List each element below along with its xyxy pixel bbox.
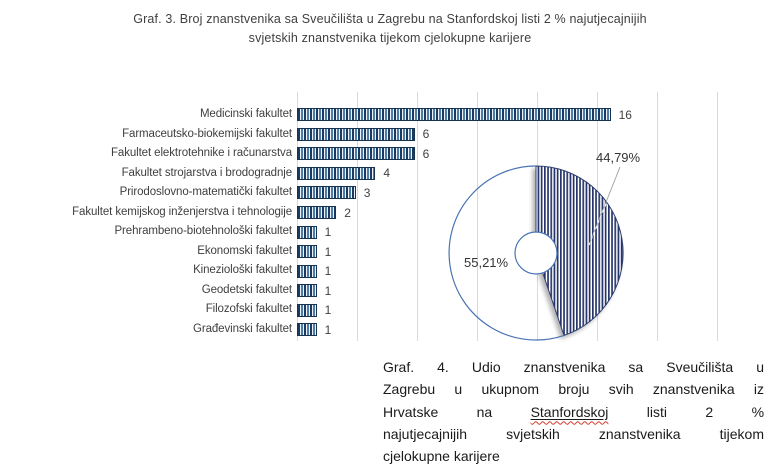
- bar-value-label: 16: [618, 107, 632, 122]
- bar-track: [297, 186, 370, 199]
- bar-track: [297, 226, 331, 239]
- bar-category-label: Farmaceutsko-biokemijski fakultet: [122, 127, 292, 140]
- bar: [297, 186, 356, 199]
- bar-chart-title-line2: svjetskih znanstvenika tijekom cjelokupne karijere: [248, 31, 532, 45]
- bar: [297, 226, 317, 239]
- bar-value-label: 1: [324, 322, 332, 337]
- caption-line3-pre: Hrvatske na: [383, 403, 493, 420]
- bar-value-label: 2: [344, 205, 351, 220]
- bar-value-label: 3: [363, 185, 371, 200]
- bar-track: [297, 108, 632, 121]
- bar: [297, 245, 317, 258]
- caption-line: cjelokupne karijere: [383, 448, 500, 465]
- bar-value-label: 1: [324, 264, 332, 279]
- bar-chart-title: [0, 10, 780, 48]
- bar-track: [297, 167, 390, 180]
- bar-value-label: 1: [324, 244, 332, 259]
- caption-line-with-underline: [383, 401, 764, 423]
- bar-value-label: 4: [383, 166, 391, 181]
- bar-row: [0, 183, 780, 203]
- bar: [297, 265, 317, 278]
- caption-underlined-word: Stanfordskoj: [530, 403, 609, 420]
- bar-track: [297, 284, 331, 297]
- bar-row: [0, 320, 780, 340]
- bar: [297, 147, 415, 160]
- bar-row: [0, 281, 780, 301]
- bar-value-label: 1: [324, 283, 332, 298]
- bar-row: [0, 125, 780, 145]
- bar: [297, 323, 317, 336]
- bar-category-label: Medicinski fakultet: [199, 108, 292, 121]
- bar-category-label: Fakultet strojarstva i brodogradnje: [121, 166, 292, 179]
- bar-row: [0, 222, 780, 242]
- bar-track: [297, 245, 331, 258]
- bar-row: [0, 105, 780, 125]
- bar-value-label: 1: [324, 225, 332, 240]
- bar-value-label: 1: [324, 303, 332, 318]
- caption-line: Graf. 4. Udio znanstvenika sa Sveučilišta u: [383, 359, 764, 375]
- bar: [297, 167, 375, 180]
- bar: [297, 304, 317, 317]
- pie-data-label-striped: 44,79%: [596, 150, 641, 165]
- bar-track: [297, 265, 331, 278]
- bar-category-label: Građevinski fakultet: [193, 323, 292, 336]
- caption-line: najutjecajnijih svjetskih znanstvenika tijekom: [383, 425, 764, 442]
- bar-category-label: Prehrambeno-biotehnološki fakultet: [114, 225, 292, 238]
- bar-chart-title-line1: Graf. 3. Broj znanstvenika sa Sveučilišta u Zagrebu na Stanfordskoj listi 2 % najutjecajnijih: [133, 12, 647, 26]
- bar-category-label: Filozofski fakultet: [205, 303, 292, 316]
- bar: [297, 284, 317, 297]
- bar-row: [0, 242, 780, 262]
- caption-underlined-word-wrap: [531, 404, 609, 420]
- bar-category-label: Fakultet elektrotehnike i računarstva: [110, 147, 292, 160]
- bar-value-label: 6: [422, 146, 430, 161]
- bar-row: [0, 144, 780, 164]
- bar-category-label: Prirodoslovno-matematički fakultet: [119, 186, 292, 199]
- caption-line3-post: listi 2 %: [646, 403, 765, 420]
- bar: [297, 108, 611, 121]
- pie-chart-caption: [383, 356, 764, 467]
- bar-track: [297, 323, 331, 336]
- bar: [297, 206, 336, 219]
- bar-category-label: Kineziološki fakultet: [193, 264, 292, 277]
- bar-value-label: 6: [422, 127, 430, 142]
- bar-track: [297, 128, 429, 141]
- bar-row: [0, 203, 780, 223]
- bar-track: [297, 206, 351, 219]
- bar-chart-plot: [0, 105, 780, 340]
- bar-track: [297, 147, 429, 160]
- bar-row: [0, 261, 780, 281]
- pie-data-label-white: 55,21%: [464, 255, 509, 270]
- bar-category-label: Ekonomski fakultet: [197, 244, 292, 257]
- caption-line: Zagrebu u ukupnom broju svih znanstvenika iz: [383, 381, 764, 398]
- bar-category-label: Geodetski fakultet: [201, 283, 292, 296]
- bar-row: [0, 300, 780, 320]
- bar-track: [297, 304, 331, 317]
- bar-row: [0, 164, 780, 184]
- bar-category-label: Fakultet kemijskog inženjerstva i tehnologije: [72, 205, 292, 218]
- bar: [297, 128, 415, 141]
